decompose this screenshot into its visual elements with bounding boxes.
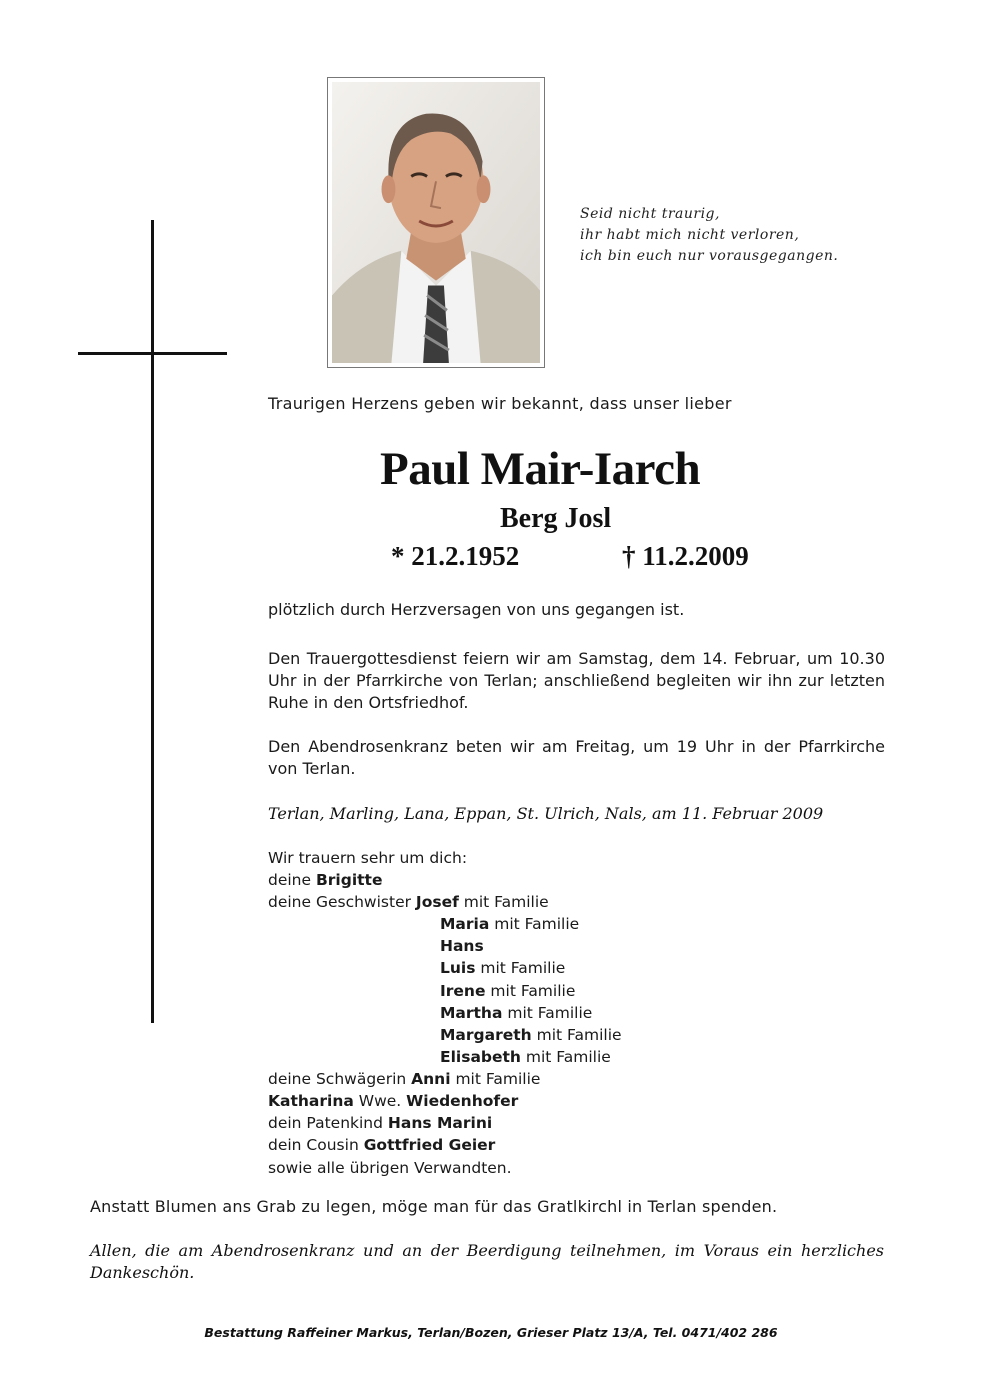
cause-paragraph: plötzlich durch Herzversagen von uns gegangen ist. <box>268 600 685 619</box>
spouse-name: Brigitte <box>315 871 383 889</box>
sibling-name: Irene <box>440 982 486 1000</box>
sibling-name: Hans <box>440 937 484 955</box>
quote-line: ihr habt mich nicht verloren, <box>580 227 800 243</box>
list-item: dein Cousin Gottfried Geier <box>268 1136 496 1154</box>
funeral-home-footer: Bestattung Raffeiner Markus, Terlan/Bozen, Grieser Platz 13/A, Tel. 0471/402 286 <box>204 1325 778 1340</box>
list-item: Martha mit Familie <box>440 1004 593 1022</box>
places-date-line: Terlan, Marling, Lana, Eppan, St. Ulrich, Nals, am 11. Februar 2009 <box>268 804 824 823</box>
cross-horizontal-bar <box>78 352 227 355</box>
donation-note: Anstatt Blumen ans Grab zu legen, möge man für das Gratlkirchl in Terlan spenden. <box>90 1197 778 1216</box>
portrait-photo <box>327 77 545 368</box>
birth-date: * 21.2.1952 <box>391 541 520 571</box>
list-item: Irene mit Familie <box>440 982 576 1000</box>
list-item: deine Schwägerin Anni mit Familie <box>268 1070 541 1088</box>
cousin-name: Gottfried Geier <box>363 1136 496 1154</box>
death-date: † 11.2.2009 <box>622 541 749 571</box>
list-item: Luis mit Familie <box>440 959 566 977</box>
list-item: deine Brigitte <box>268 871 383 889</box>
sibling-name: Josef <box>415 893 459 911</box>
sibling-name: Martha <box>440 1004 503 1022</box>
memorial-quote <box>580 204 838 267</box>
sibling-name: Elisabeth <box>440 1048 521 1066</box>
sibling-name: Maria <box>440 915 490 933</box>
rosary-paragraph: Den Abendrosenkranz beten wir am Freitag, um 19 Uhr in der Pfarrkirche von Terlan. <box>268 737 885 778</box>
quote-line: Seid nicht traurig, <box>580 206 720 222</box>
deceased-nickname: Berg Josl <box>500 503 612 534</box>
mourners-heading: Wir trauern sehr um dich: <box>268 849 468 867</box>
list-item: Margareth mit Familie <box>440 1026 622 1044</box>
mourners-closing: sowie alle übrigen Verwandten. <box>268 1159 512 1177</box>
godchild-name: Hans Marini <box>387 1114 493 1132</box>
intro-text: Traurigen Herzens geben wir bekannt, dass unser lieber <box>268 394 732 413</box>
quote-line: ich bin euch nur vorausgegangen. <box>580 248 839 264</box>
cross-vertical-bar <box>151 220 154 1023</box>
sister-in-law-name: Anni <box>411 1070 451 1088</box>
list-item <box>440 935 484 957</box>
list-item: Maria mit Familie <box>440 915 580 933</box>
sibling-name: Luis <box>440 959 476 977</box>
deceased-name: Paul Mair-Iarch <box>380 443 701 495</box>
list-item: Katharina Wwe. Wiedenhofer <box>268 1092 519 1110</box>
list-item: dein Patenkind Hans Marini <box>268 1114 493 1132</box>
sibling-name: Margareth <box>440 1026 532 1044</box>
list-item: deine Geschwister Josef mit Familie <box>268 893 549 911</box>
funeral-paragraph: Den Trauergottesdienst feiern wir am Samstag, dem 14. Februar, um 10.30 Uhr in der Pfarrkirche von Terlan; anschließend begleiten wir ihn zur letzten Ruhe in den Ortsfriedhof. <box>268 649 885 712</box>
portrait-illustration <box>332 82 540 363</box>
list-item: Elisabeth mit Familie <box>440 1048 611 1066</box>
thanks-note: Allen, die am Abendrosenkranz und an der Beerdigung teilnehmen, im Voraus ein herzliches Dankeschön. <box>90 1241 884 1282</box>
